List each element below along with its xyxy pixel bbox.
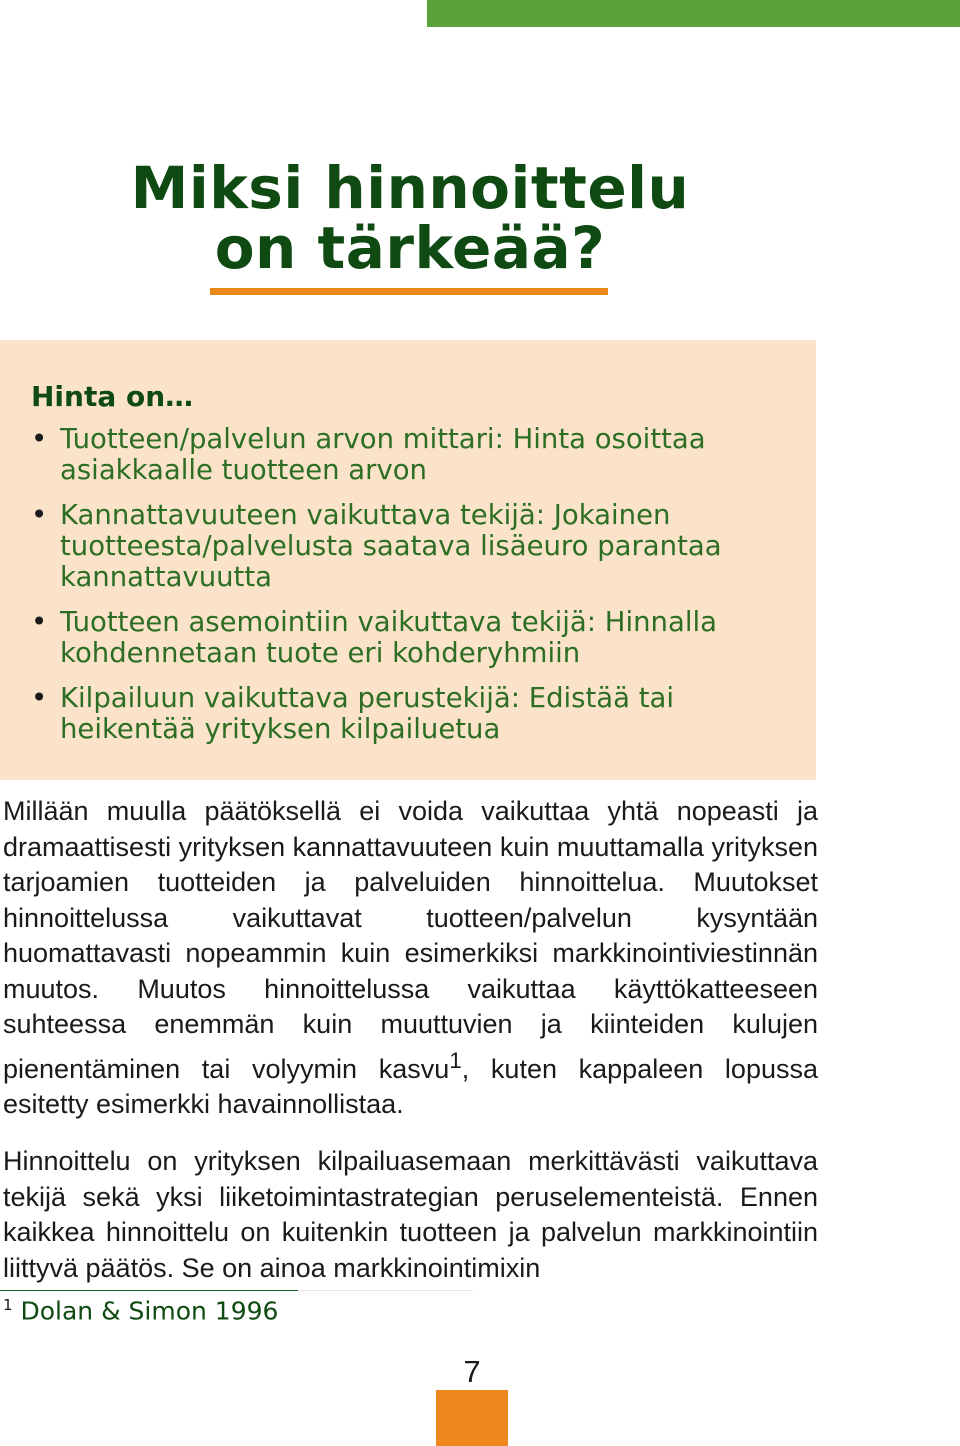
box-heading: Hinta on… <box>31 380 194 413</box>
title-line-2: on tärkeää? <box>214 214 606 282</box>
paragraph-1-tail: , kuten kappaleen lopussa esitetty esimerkki havainnollistaa. <box>3 1053 818 1119</box>
bullet-text: Tuotteen/palvelun arvon mittari: Hinta osoittaa asiakkaalle tuotteen arvon <box>60 423 706 486</box>
paragraph-1 <box>3 794 818 1123</box>
page-number: 7 <box>463 1354 481 1389</box>
bullet-dot: • <box>31 499 48 531</box>
title-line-1: Miksi hinnoittelu <box>130 154 690 222</box>
footnote-number: 1 <box>3 1296 13 1314</box>
page-title <box>0 154 820 282</box>
list-item <box>0 424 816 486</box>
footnote-reference: 1 <box>449 1047 462 1073</box>
bullet-dot: • <box>31 682 48 714</box>
bullet-dot: • <box>31 606 48 638</box>
footnote <box>3 1296 278 1325</box>
bullet-text: Tuotteen asemointiin vaikuttava tekijä: Hinnalla kohdennetaan tuote eri kohderyhmiin <box>60 606 717 669</box>
paragraph-1-text: Millään muulla päätöksellä ei voida vaikuttaa yhtä nopeasti ja dramaattisesti yrityksen kannattavuuteen kuin muuttamalla yrityksen tarjoamien tuotteiden ja palveluiden hinnoittelua. Muutokset hinnoittelussa vaikuttavat tuotteen/palvelun kysyntään huomattavasti nopeammin kuin esimerkiksi markkinointiviestinnän muutos. Muutos hinnoittelussa vaikuttaa käyttökatteeseen suhteessa enemmän kuin muuttuvien ja kiinteiden kulujen pienentäminen tai volyymin kasvu <box>3 796 818 1084</box>
title-underline <box>210 288 608 295</box>
footnote-divider-extension <box>298 1290 473 1291</box>
footnote-text: Dolan & Simon 1996 <box>20 1296 279 1326</box>
top-decorative-bar <box>427 0 960 27</box>
list-item <box>0 683 816 745</box>
page-number-block <box>436 1390 508 1446</box>
bullet-dot: • <box>31 423 48 455</box>
list-item <box>0 607 816 669</box>
list-item <box>0 500 816 593</box>
bullet-text: Kilpailuun vaikuttava perustekijä: Edistää tai heikentää yrityksen kilpailuetua <box>60 682 674 745</box>
bullet-list <box>0 424 816 759</box>
paragraph-2: Hinnoittelu on yrityksen kilpailuasemaan merkittävästi vaikuttava tekijä sekä yksi liiketoimintastrategian peruselementeistä. Ennen kaikkea hinnoittelu on kuitenkin tuotteen ja palvelun markkinointiin liittyvä päätös. Se on ainoa markkinointimixin <box>3 1146 818 1283</box>
footnote-divider <box>0 1290 298 1291</box>
bullet-text: Kannattavuuteen vaikuttava tekijä: Jokainen tuotteesta/palvelusta saatava lisäeuro parantaa kannattavuutta <box>60 499 722 593</box>
